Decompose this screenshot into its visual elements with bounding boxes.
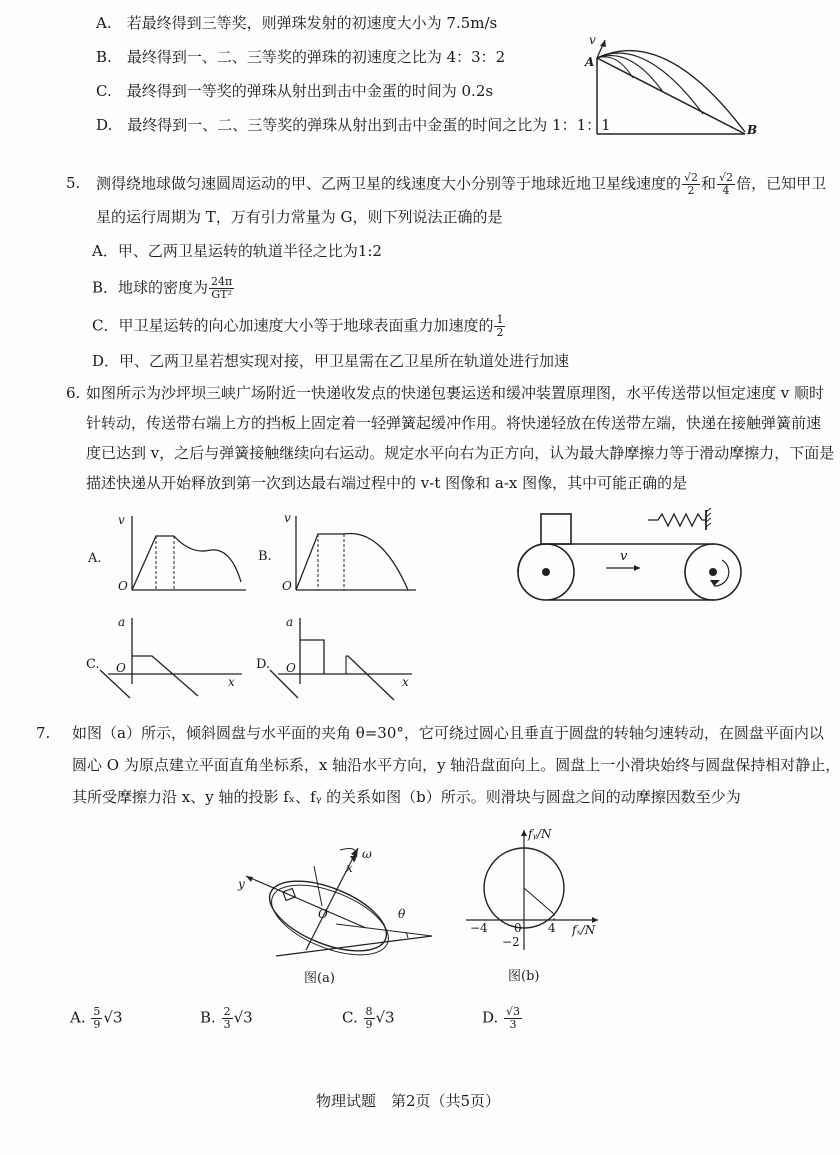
option-text: B．地球的密度为	[92, 278, 209, 297]
option-letter: D.	[482, 1008, 499, 1027]
q4-a-label: A	[585, 55, 595, 69]
q6-graph-b	[256, 510, 436, 605]
fig-b-minus4: −4	[470, 921, 488, 935]
q6-stem-line2: 针转动，传送带右端上方的挡板上固定着一轻弹簧起缓冲作用。将快递轻放在传送带左端，快递在接触弹簧前速	[86, 414, 822, 432]
buffer-spring	[648, 514, 706, 526]
q7-option-b	[200, 1006, 253, 1031]
fraction-denominator: 9	[93, 1018, 101, 1031]
option-text: 若最终得到三等奖，则弹珠发射的初速度大小为 7.5m/s	[126, 14, 498, 32]
q7-figure-b	[460, 820, 610, 988]
q4-v-label: v	[589, 33, 596, 47]
q4-option-d	[96, 114, 611, 136]
q5-stem-text: 倍，已知甲卫	[736, 174, 827, 193]
graph-d-origin: O	[286, 661, 296, 675]
option-letter: C.	[342, 1008, 358, 1027]
option-letter: D.	[96, 116, 113, 134]
q5-stem-text: 测得绕地球做匀速圆周运动的甲、乙两卫星的线速度大小分别等于地球近地卫星线速度的	[96, 174, 682, 193]
fraction-numerator: 5	[93, 1005, 101, 1018]
q6-number: 6.	[66, 384, 81, 402]
graph-c-letter: C.	[86, 657, 100, 672]
fraction-denominator: GT²	[211, 288, 232, 301]
fraction-numerator: √2	[719, 171, 734, 184]
graph-b-origin: O	[282, 579, 292, 593]
q6-graph-d	[256, 612, 426, 692]
q7-number: 7.	[36, 724, 51, 742]
fig-b-fy-label: fᵧ/N	[528, 827, 552, 841]
fraction-denominator: 4	[722, 184, 730, 197]
fig-b-minus2: −2	[502, 935, 520, 949]
fig-b-fx-label: fₓ/N	[572, 923, 596, 937]
option-root: √3	[375, 1008, 395, 1027]
graph-d-x-axis: x	[402, 675, 409, 689]
q4-incline-figure	[585, 28, 765, 140]
fraction-denominator: 3	[509, 1018, 517, 1031]
option-letter: A.	[70, 1008, 86, 1027]
fraction-numerator: √3	[506, 1005, 521, 1018]
graph-d-letter: D.	[256, 657, 271, 672]
graph-a-origin: O	[118, 579, 128, 593]
option-root: √3	[233, 1008, 253, 1027]
q5-option-a: A．甲、乙两卫星运转的轨道半径之比为1:2	[92, 242, 382, 260]
option-fraction	[91, 1006, 102, 1031]
q4-b-label: B	[747, 123, 758, 137]
q5-density-fraction	[209, 276, 234, 301]
fraction-numerator: 2	[223, 1005, 231, 1018]
q5-option-c	[92, 314, 506, 339]
q4-option-c	[96, 80, 493, 102]
fig-b-zero: 0	[514, 921, 522, 935]
graph-a-letter: A.	[88, 551, 102, 566]
q6-conveyor-diagram	[508, 508, 748, 608]
q7-stem-line2: 圆心 O 为原点建立平面直角坐标系，x 轴沿水平方向，y 轴沿盘面向上。圆盘上一小滑块始终与圆盘保持相对静止，	[72, 756, 840, 774]
fraction-denominator: 2	[496, 326, 504, 339]
option-text: C．甲卫星运转的向心加速度大小等于地球表面重力加速度的	[92, 316, 494, 335]
fig-a-theta: θ	[398, 907, 406, 921]
q5-stem-line1	[96, 172, 826, 197]
fraction-numerator: √2	[684, 171, 699, 184]
q6-stem-line1: 如图所示为沙坪坝三峡广场附近一快递收发点的快递包裹运送和缓冲装置原理图，水平传送带以恒定速度 v 顺时	[86, 384, 825, 402]
option-fraction	[504, 1006, 522, 1031]
package-box	[541, 514, 571, 544]
fraction-numerator: 1	[496, 313, 504, 326]
q5-half-fraction	[494, 314, 505, 339]
q4-option-b	[96, 46, 505, 68]
q5-fraction-1	[682, 172, 700, 197]
q7-stem-line3: 其所受摩擦力沿 x、y 轴的投影 fₓ、fᵧ 的关系如图（b）所示。则滑块与圆盘之间的动摩擦因数至少为	[72, 788, 741, 806]
q5-stem-line2: 星的运行周期为 T，万有引力常量为 G，则下列说法正确的是	[96, 208, 503, 226]
option-letter: A.	[96, 14, 112, 32]
fig-a-origin: O	[318, 907, 328, 921]
q7-option-a	[70, 1006, 123, 1031]
graph-c-x-axis: x	[228, 675, 235, 689]
option-text: 最终得到一等奖的弹珠从射出到击中金蛋的时间为 0.2s	[126, 82, 494, 100]
q7-stem-line1: 如图（a）所示，倾斜圆盘与水平面的夹角 θ=30°，它可绕过圆心且垂直于圆盘的转轴匀速转动，在圆盘平面内以	[72, 724, 824, 742]
option-letter: B.	[200, 1008, 216, 1027]
q7-figure-a	[236, 836, 436, 986]
graph-b-letter: B.	[258, 549, 272, 564]
option-fraction	[364, 1006, 375, 1031]
fraction-denominator: 2	[687, 184, 695, 197]
fraction-denominator: 3	[223, 1018, 231, 1031]
fraction-numerator: 24π	[211, 275, 233, 288]
option-letter: B.	[96, 48, 112, 66]
q4-option-a	[96, 12, 497, 34]
graph-b-v-axis: v	[284, 511, 291, 525]
fig-a-omega: ω	[362, 847, 372, 861]
belt-velocity-label: v	[620, 549, 628, 564]
graph-a-v-axis: v	[118, 513, 125, 527]
q5-option-b	[92, 276, 235, 301]
option-letter: C.	[96, 82, 112, 100]
fig-a-y-label: y	[238, 877, 245, 891]
fig-a-caption: 图(a)	[304, 971, 335, 986]
graph-c-origin: O	[116, 661, 126, 675]
option-text: 最终得到一、二、三等奖的弹珠的初速度之比为 4：3：2	[126, 48, 506, 66]
q6-graph-c	[86, 612, 256, 692]
q6-stem-line3: 度已达到 v，之后与弹簧接触继续向右运动。规定水平向右为正方向，认为最大静摩擦力等于滑动摩擦力，下面是	[86, 444, 835, 462]
fraction-numerator: 8	[365, 1005, 373, 1018]
option-fraction	[222, 1006, 233, 1031]
q7-option-c	[342, 1006, 395, 1031]
option-root: √3	[103, 1008, 123, 1027]
q6-graph-a	[86, 510, 256, 605]
q5-and-text: 和	[701, 174, 717, 193]
fraction-denominator: 9	[365, 1018, 373, 1031]
fig-b-caption: 图(b)	[508, 969, 540, 984]
fig-b-plus4: 4	[548, 921, 556, 935]
option-text: 最终得到一、二、三等奖的弹珠从射出到击中金蛋的时间之比为 1：1：1	[127, 116, 611, 134]
q6-stem-line4: 描述快递从开始释放到第一次到达最右端过程中的 v-t 图像和 a-x 图像，其中可能正确的是	[86, 474, 688, 492]
fig-a-x-label: x	[346, 861, 353, 875]
page-footer: 物理试题 第2页（共5页）	[315, 1092, 501, 1110]
graph-c-a-axis: a	[118, 615, 126, 629]
q5-number: 5.	[66, 174, 81, 192]
q5-option-d: D．甲、乙两卫星若想实现对接，甲卫星需在乙卫星所在轨道处进行加速	[92, 352, 570, 370]
graph-d-a-axis: a	[286, 615, 294, 629]
q7-option-d	[482, 1006, 523, 1031]
q5-fraction-2	[717, 172, 735, 197]
